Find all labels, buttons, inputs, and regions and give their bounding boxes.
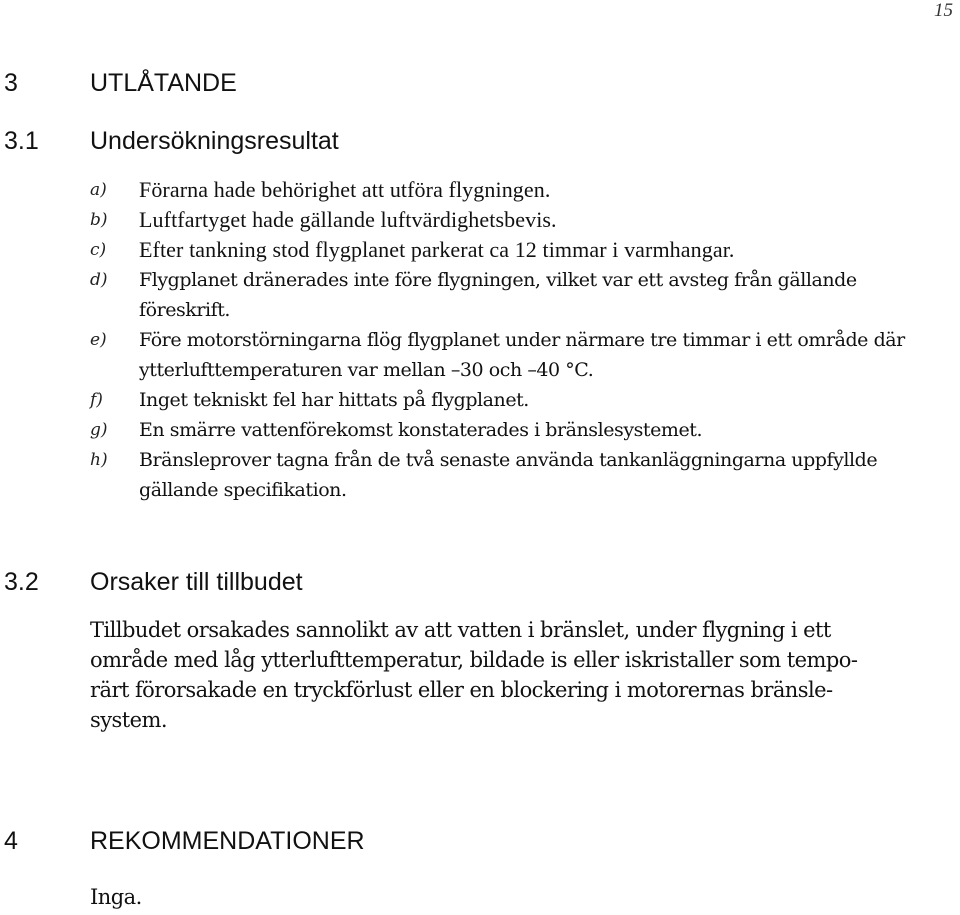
paragraph-line: område med låg ytterlufttemperatur, bildade is eller iskristaller som tempo-	[90, 648, 858, 672]
cause-paragraph	[90, 615, 960, 735]
finding-letter: f)	[90, 390, 103, 410]
finding-a	[0, 175, 960, 205]
finding-letter: h)	[90, 450, 108, 470]
findings-list	[0, 175, 960, 505]
finding-letter: c)	[90, 240, 107, 260]
finding-letter: a)	[90, 180, 107, 200]
page-number: 15	[934, 0, 953, 21]
section-3-1-number: 3.1	[4, 127, 39, 155]
finding-letter: g)	[90, 420, 108, 440]
finding-d	[0, 265, 960, 325]
section-4-title: REKOMMENDATIONER	[90, 827, 365, 855]
section-3-number: 3	[4, 69, 18, 97]
paragraph-line: rärt förorsakade en tryckförlust eller en blockering i motorernas bränsle-	[90, 678, 833, 702]
finding-text: Efter tankning stod flygplanet parkerat ca 12 timmar i varmhangar.	[139, 237, 735, 262]
section-3-2-title: Orsaker till tillbudet	[90, 568, 303, 596]
finding-b	[0, 205, 960, 235]
finding-text: Inget tekniskt fel har hittats på flygplanet.	[139, 389, 529, 411]
recommendations-text: Inga.	[90, 885, 142, 909]
finding-c	[0, 235, 960, 265]
finding-letter: e)	[90, 330, 107, 350]
finding-e	[0, 325, 960, 385]
section-4-number: 4	[4, 827, 18, 855]
finding-text: Före motorstörningarna flög flygplanet under närmare tre timmar i ett område där ytterlufttemperaturen var mellan –30 och –40 °C.	[139, 329, 905, 381]
finding-text: En smärre vattenförekomst konstaterades i bränslesystemet.	[139, 419, 703, 441]
finding-text: Flygplanet dränerades inte före flygningen, vilket var ett avsteg från gällande föreskrift.	[139, 269, 857, 321]
section-3-1-title: Undersökningsresultat	[90, 127, 339, 155]
finding-letter: b)	[90, 210, 108, 230]
finding-h	[0, 445, 960, 505]
finding-letter: d)	[90, 270, 108, 290]
section-3-2-number: 3.2	[4, 568, 39, 596]
paragraph-line: system.	[90, 708, 168, 732]
finding-g	[0, 415, 960, 445]
finding-text: Bränsleprover tagna från de två senaste använda tankanläggningarna uppfyllde gällande specifikation.	[139, 449, 878, 501]
finding-text: Luftfartyget hade gällande luftvärdighetsbevis.	[139, 207, 557, 232]
section-3-title: UTLÅTANDE	[90, 69, 237, 97]
finding-f	[0, 385, 960, 415]
paragraph-line: Tillbudet orsakades sannolikt av att vatten i bränslet, under flygning i ett	[90, 618, 831, 642]
finding-text: Förarna hade behörighet att utföra flygningen.	[139, 177, 551, 202]
